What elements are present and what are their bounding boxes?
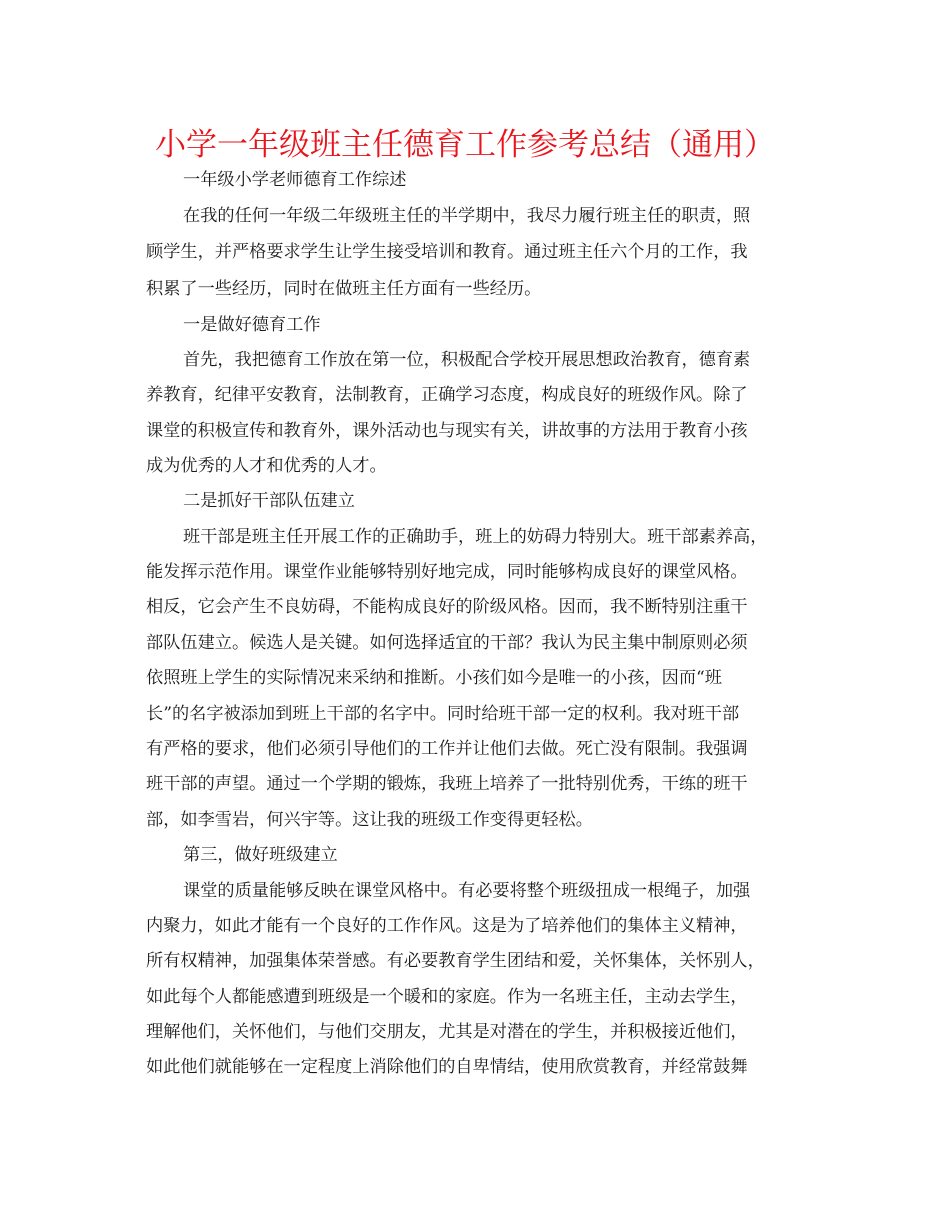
paragraph-line: 成为优秀的人才和优秀的人才。 [146, 456, 387, 476]
paragraph-line: 所有权精神，加强集体荣誉感。有必要教育学生团结和爱，关怀集体，关怀别人， [146, 951, 765, 971]
section-heading: 二是抓好干部队伍建立 [183, 491, 355, 511]
section-intro-heading: 一年级小学老师德育工作综述 [183, 170, 407, 190]
paragraph-line: 积累了一些经历，同时在做班主任方面有一些经历。 [146, 279, 542, 299]
paragraph-line: 课堂的质量能够反映在课堂风格中。有必要将整个班级扭成一根绳子，加强 [183, 881, 751, 901]
paragraph-line: 部，如李雪岩，何兴宇等。这让我的班级工作变得更轻松。 [146, 810, 593, 830]
paragraph-line: 如此每个人都能感遭到班级是一个暖和的家庭。作为一名班主任，主动去学生， [146, 987, 748, 1007]
section-heading: 第三，做好班级建立 [183, 845, 338, 865]
paragraph-line: 部队伍建立。候选人是关键。如何选择适宜的干部？我认为民主集中制原则必须 [146, 633, 748, 653]
paragraph-line: 理解他们，关怀他们，与他们交朋友，尤其是对潜在的学生，并积极接近他们， [146, 1022, 748, 1042]
paragraph-line: 课堂的积极宣传和教育外，课外活动也与现实有关，讲故事的方法用于教育小孩 [146, 421, 748, 441]
paragraph-line: 依照班上学生的实际情况来采纳和推断。小孩们如今是唯一的小孩，因而“班 [146, 668, 722, 688]
paragraph-line: 相反，它会产生不良妨碍，不能构成良好的阶级风格。因而，我不断特别注重干 [146, 597, 748, 617]
paragraph-line: 养教育，纪律平安教育，法制教育，正确学习态度，构成良好的班级作风。除了 [146, 385, 748, 405]
paragraph-line: 顾学生，并严格要求学生让学生接受培训和教育。通过班主任六个月的工作，我 [146, 242, 748, 262]
paragraph-line: 班干部是班主任开展工作的正确助手，班上的妨碍力特别大。班干部素养高， [183, 527, 768, 547]
paragraph-line: 长”的名字被添加到班上干部的名字中。同时给班干部一定的权利。我对班干部 [146, 704, 740, 724]
paragraph-line: 有严格的要求，他们必须引导他们的工作并让他们去做。死亡没有限制。我强调 [146, 739, 748, 759]
paragraph-line: 首先，我把德育工作放在第一位，积极配合学校开展思想政治教育，德育素 [183, 350, 751, 370]
paragraph-line: 在我的任何一年级二年级班主任的半学期中，我尽力履行班主任的职责，照 [183, 206, 751, 226]
document-title: 小学一年级班主任德育工作参考总结（通用） [155, 127, 775, 163]
section-heading: 一是做好德育工作 [183, 315, 321, 335]
paragraph-line: 如此他们就能够在一定程度上消除他们的自卑情结，使用欣赏教育，并经常鼓舞 [146, 1057, 748, 1077]
paragraph-line: 内聚力，如此才能有一个良好的工作作风。这是为了培养他们的集体主义精神， [146, 916, 748, 936]
paragraph-line: 班干部的声望。通过一个学期的锻炼，我班上培养了一批特别优秀，干练的班干 [146, 774, 748, 794]
paragraph-line: 能发挥示范作用。课堂作业能够特别好地完成，同时能够构成良好的课堂风格。 [146, 562, 748, 582]
